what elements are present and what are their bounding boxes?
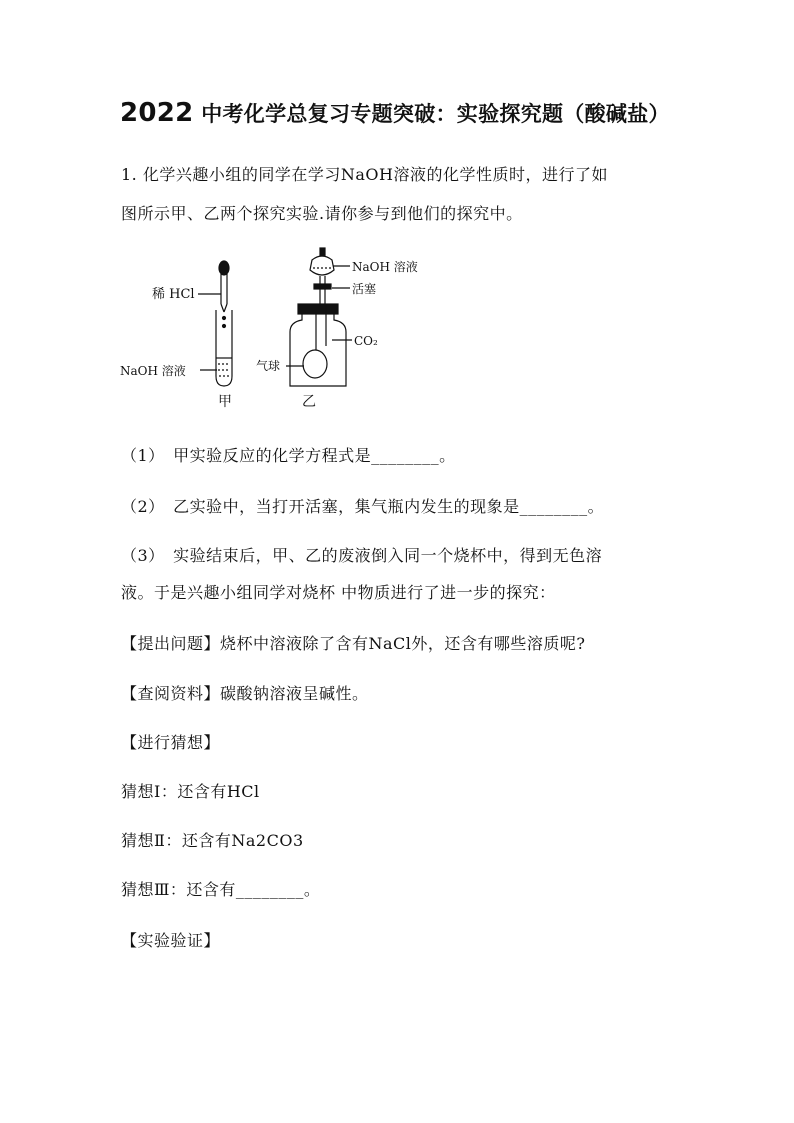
dropper-tip-left (221, 304, 224, 312)
label-yi: 乙 (302, 394, 316, 410)
bottle-stopper (298, 304, 338, 314)
drop-1 (223, 317, 226, 320)
title-text: 中考化学总复习专题突破：实验探究题（酸碱盐） (201, 102, 670, 126)
label-valve: 活塞 (352, 282, 377, 296)
funnel-stopper (320, 248, 325, 256)
label-naoh-right: NaOH 溶液 (352, 260, 418, 274)
hypothesis-heading: 【进行猜想】 (121, 733, 221, 752)
balloon (303, 350, 327, 378)
label-balloon: 气球 (256, 359, 281, 373)
reference-info: 【查阅资料】碳酸钠溶液呈碱性。 (121, 684, 369, 703)
question-2: （2） 乙实验中，当打开活塞，集气瓶内发生的现象是________。 (121, 497, 605, 516)
dropper-bulb (219, 261, 229, 275)
intro-line-2: 图所示甲、乙两个探究实验.请你参与到他们的探究中。 (121, 204, 523, 223)
stopcock (314, 284, 331, 289)
label-hcl: 稀 HCl (152, 287, 195, 302)
question-3-line-2: 液。于是兴趣小组同学对烧杯 中物质进行了进一步的探究： (121, 583, 556, 602)
test-tube (216, 310, 232, 386)
experiment-jia (198, 261, 232, 386)
label-naoh-left: NaOH 溶液 (120, 364, 186, 378)
label-co2: CO₂ (354, 334, 378, 348)
question-1: （1） 甲实验反应的化学方程式是________。 (121, 446, 456, 465)
intro-line-1: 1. 化学兴趣小组的同学在学习NaOH溶液的化学性质时，进行了如 (121, 165, 608, 184)
title-year: 2022 (120, 98, 194, 128)
label-jia: 甲 (218, 394, 232, 410)
funnel-bulb (310, 256, 334, 275)
hypothesis-2: 猜想Ⅱ：还含有Na2CO3 (121, 831, 304, 850)
hypothesis-3: 猜想Ⅲ：还含有________。 (121, 880, 321, 899)
drop-2 (223, 325, 226, 328)
dropper-tip-right (224, 304, 227, 312)
question-3-line-1: （3） 实验结束后，甲、乙的废液倒入同一个烧杯中，得到无色溶 (121, 546, 603, 565)
verify-heading: 【实验验证】 (121, 931, 221, 950)
page-title (120, 98, 680, 128)
experiment-yi (286, 248, 352, 386)
experiment-diagram (120, 246, 440, 416)
hypothesis-1: 猜想Ⅰ：还含有HCl (121, 782, 260, 801)
question-raise: 【提出问题】烧杯中溶液除了含有NaCl外，还含有哪些溶质呢? (121, 634, 586, 653)
